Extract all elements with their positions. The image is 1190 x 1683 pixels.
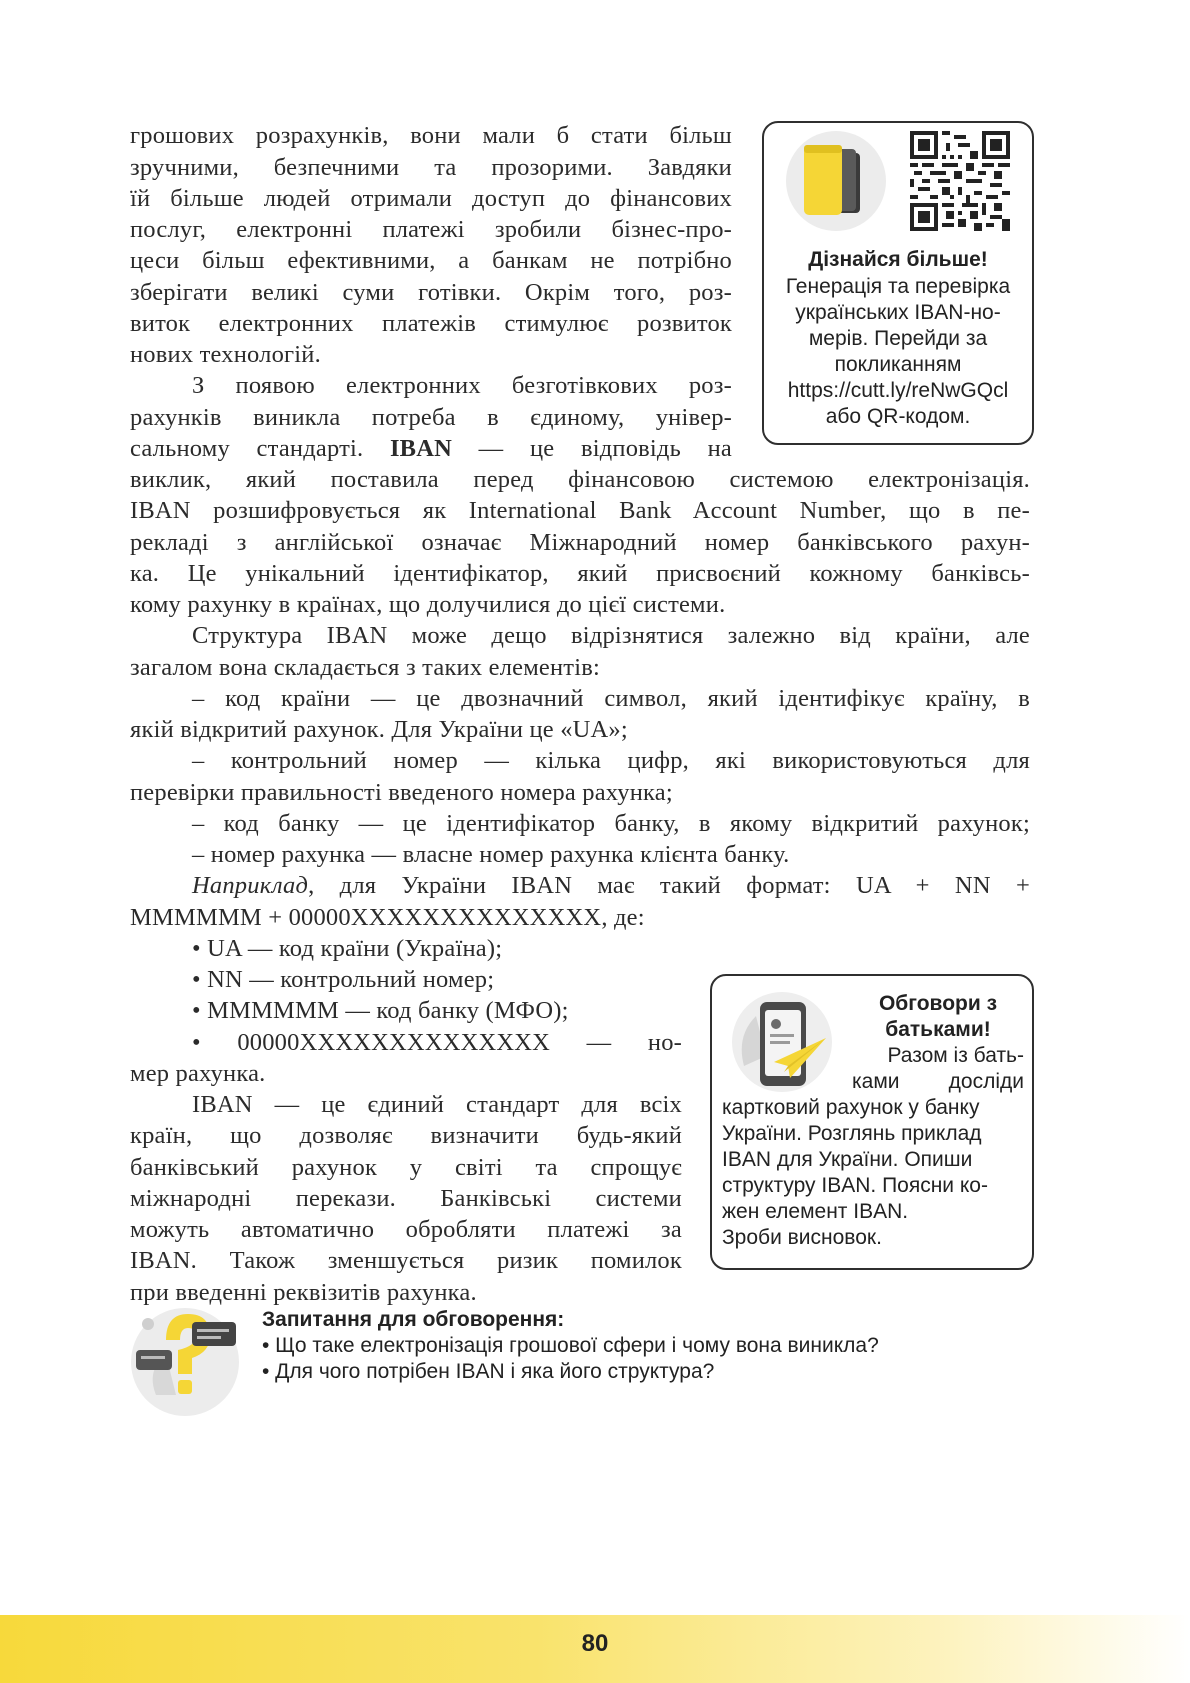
text-line: зручними, безпечними та прозорими. Завдяки	[130, 154, 732, 181]
learn-more-text: українських IBAN-но-	[795, 301, 1001, 324]
discuss-text: IBAN для України. Опиши	[722, 1148, 973, 1171]
text-line: – номер рахунка — власне номер рахунка клієнта банку.	[192, 841, 790, 868]
discuss-text: структуру IBAN. Поясни ко-	[722, 1174, 988, 1197]
qr-code-icon[interactable]	[910, 131, 1010, 231]
text-line: банківський рахунок у світі та спрощує	[130, 1154, 682, 1181]
text-line: IBAN розшифровується як International Bank Account Number, що в пе-	[130, 497, 1030, 524]
text-line: Структура IBAN може дещо відрізнятися залежно від країни, але	[192, 622, 1030, 649]
text-line: – контрольний номер — кілька цифр, які використовуються для	[192, 747, 1030, 774]
text-line: Наприклад, для України IBAN має такий формат: UA + NN +	[192, 872, 1030, 899]
text-line: рекладі з англійської означає Міжнародний номер банківського рахун-	[130, 529, 1030, 556]
bullet-item: • UA — код країни (Україна);	[192, 935, 503, 962]
discuss-text: ками досліди	[852, 1070, 1024, 1093]
phone-paper-plane-icon	[726, 986, 838, 1098]
text-line: – код банку — це ідентифікатор банку, в якому відкритий рахунок;	[192, 810, 1030, 837]
learn-more-text: Генерація та перевірка	[785, 275, 1011, 298]
text-line: IBAN. Також зменшується ризик помилок	[130, 1247, 682, 1274]
question-item: • Що таке електронізація грошової сфери і чому вона виникла?	[262, 1334, 879, 1357]
text-line: міжнародні перекази. Банківські системи	[130, 1185, 682, 1212]
bullet-item: • MMMMMM — код банку (МФО);	[192, 997, 569, 1024]
text-line: виток електронних платежів стимулює розвиток	[130, 310, 732, 337]
discuss-text: жен елемент IBAN.	[722, 1200, 909, 1223]
discuss-text: Разом із бать-	[887, 1044, 1024, 1067]
text-line: цеси більш ефективними, а банкам не потрібно	[130, 247, 732, 274]
text-line: перевірки правильності введеного номера рахунка;	[130, 779, 673, 806]
discuss-title: Обговори з	[878, 992, 998, 1015]
discuss-box	[710, 974, 1034, 1270]
text-line: нових технологій.	[130, 341, 321, 368]
learn-more-text: мерів. Перейди за	[808, 327, 988, 350]
discuss-title: батьками!	[885, 1018, 991, 1041]
text-line: виклик, який поставила перед фінансовою системою електронізація.	[130, 466, 1030, 493]
discuss-text: України. Розглянь приклад	[722, 1122, 982, 1145]
text-line: можуть автоматично обробляти платежі за	[130, 1216, 682, 1243]
text-line: ка. Це унікальний ідентифікатор, який присвоєний кожному банківсь-	[130, 560, 1030, 587]
bullet-item: • NN — контрольний номер;	[192, 966, 495, 993]
text-line: кому рахунку в країнах, що долучилися до цієї системи.	[130, 591, 726, 618]
text-line: З появою електронних безготівкових роз-	[192, 372, 732, 399]
bullet-item: мер рахунка.	[130, 1060, 266, 1087]
bullet-item: • 00000XXXXXXXXXXXXXX — но-	[192, 1029, 682, 1056]
learn-more-title: Дізнайся більше!	[808, 248, 988, 271]
question-item: • Для чого потрібен IBAN і яка його структура?	[262, 1360, 715, 1383]
text-line: сальному стандарті. IBAN — це відповідь на	[130, 435, 732, 462]
text-line: послуг, електронні платежі зробили бізнес-про-	[130, 216, 732, 243]
text-line: їй більше людей отримали доступ до фінансових	[130, 185, 732, 212]
text-line: рахунків виникла потреба в єдиному, універ-	[130, 404, 732, 431]
text-line: зберігати великі суми готівки. Окрім того, роз-	[130, 279, 732, 306]
text-line: країн, що дозволяє визначити будь-який	[130, 1122, 682, 1149]
question-mark-icon	[126, 1300, 244, 1418]
page-number: 80	[581, 1630, 609, 1657]
text-line: IBAN — це єдиний стандарт для всіх	[192, 1091, 682, 1118]
text-line: якій відкритий рахунок. Для України це «UA»;	[130, 716, 628, 743]
learn-more-text: покликанням	[834, 353, 962, 376]
discuss-text: картковий рахунок у банку	[722, 1096, 980, 1119]
discuss-text: Зроби висновок.	[722, 1226, 882, 1249]
text-line: – код країни — це двозначний символ, який ідентифікує країну, в	[192, 685, 1030, 712]
questions-title: Запитання для обговорення:	[262, 1308, 565, 1331]
text-line: загалом вона складається з таких елементів:	[130, 654, 600, 681]
folder-icon	[786, 131, 886, 231]
learn-more-link[interactable]: https://cutt.ly/reNwGQcl	[787, 379, 1009, 402]
learn-more-box	[762, 121, 1034, 445]
text-line: при введенні реквізитів рахунка.	[130, 1279, 477, 1306]
text-line: грошових розрахунків, вони мали б стати більш	[130, 122, 732, 149]
learn-more-text: або QR-кодом.	[825, 405, 971, 428]
text-line: MMMMMM + 00000XXXXXXXXXXXXXX, де:	[130, 904, 645, 931]
